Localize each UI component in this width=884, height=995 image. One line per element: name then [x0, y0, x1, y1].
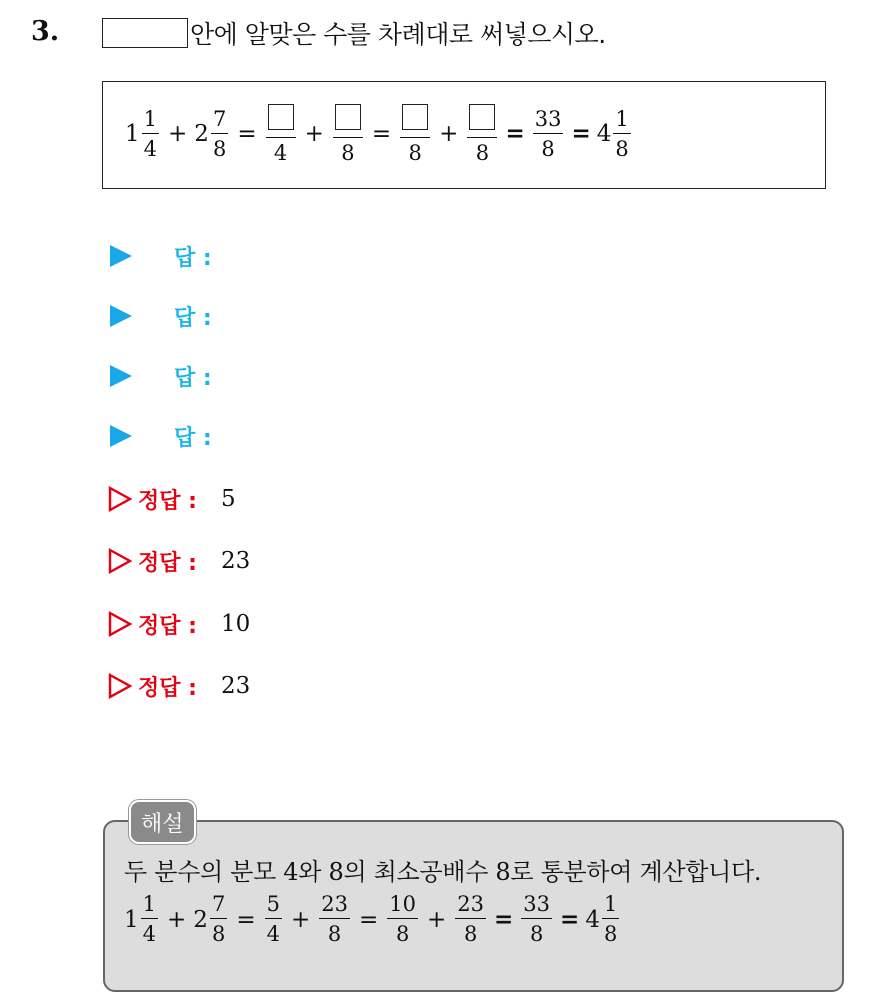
question-number: 3. — [31, 16, 60, 47]
correct-label: 정답 : — [138, 550, 197, 576]
correct-label: 정답 : — [138, 675, 197, 701]
blank-fraction — [400, 104, 430, 164]
denominator: 8 — [211, 133, 228, 160]
outline-triangle-icon — [108, 673, 132, 699]
numerator: 7 — [211, 892, 226, 916]
numerator: 33 — [523, 892, 551, 916]
blank-numerator[interactable] — [400, 104, 430, 137]
outline-triangle-icon — [108, 548, 132, 574]
correct-value: 10 — [220, 611, 251, 637]
numerator: 23 — [457, 892, 485, 916]
denominator: 8 — [467, 137, 497, 164]
plus-sign: + — [167, 906, 187, 933]
denominator: 8 — [387, 918, 418, 945]
question-prompt: 안에 알맞은 수를 차례대로 써넣으시오. — [190, 20, 606, 49]
outline-triangle-icon — [108, 486, 132, 512]
correct-answer-row — [108, 481, 236, 517]
denominator: 8 — [210, 918, 227, 945]
blank-numerator[interactable] — [266, 104, 296, 137]
correct-answer-row — [108, 606, 250, 642]
answer-row[interactable] — [108, 358, 212, 394]
fraction — [211, 106, 228, 161]
explanation-equation — [124, 894, 621, 945]
fraction — [141, 894, 158, 945]
answer-row[interactable] — [108, 418, 212, 454]
answer-label: 답 : — [174, 365, 212, 391]
answer-row[interactable] — [108, 238, 212, 274]
fraction — [521, 894, 552, 945]
blank-fraction — [266, 104, 296, 164]
play-triangle-icon — [110, 245, 132, 267]
correct-answer-row — [108, 543, 250, 579]
equals-sign: = — [371, 121, 392, 147]
equals-sign: = — [560, 906, 580, 933]
denominator: 8 — [521, 918, 552, 945]
correct-answer-row — [108, 668, 250, 704]
numerator: 1 — [143, 106, 158, 131]
answer-label: 답 : — [174, 425, 212, 451]
denominator: 8 — [333, 137, 363, 164]
blank-fraction — [333, 104, 363, 164]
mixed-whole: 4 — [596, 121, 612, 147]
denominator: 8 — [319, 918, 350, 945]
play-triangle-icon — [110, 425, 132, 447]
equals-sign: = — [358, 906, 379, 933]
fraction — [265, 894, 282, 945]
equals-sign: = — [237, 121, 257, 147]
fraction — [455, 894, 486, 945]
numerator: 5 — [266, 892, 280, 916]
blank-numerator[interactable] — [467, 104, 497, 137]
numerator: 1 — [603, 892, 618, 916]
question-line — [102, 14, 606, 52]
equation-box — [102, 81, 826, 189]
correct-label: 정답 : — [138, 613, 197, 639]
equation — [125, 104, 633, 164]
fraction — [602, 894, 619, 945]
outline-triangle-icon — [108, 611, 132, 637]
equals-sign: = — [494, 906, 514, 933]
explanation-text: 두 분수의 분모 4와 8의 최소공배수 8로 통분하여 계산합니다. — [124, 858, 762, 886]
equals-sign: = — [236, 906, 256, 933]
equals-sign: = — [505, 121, 525, 147]
fraction — [387, 894, 418, 945]
explanation-tag: 해설 — [129, 800, 196, 844]
denominator: 8 — [400, 137, 430, 164]
denominator: 8 — [602, 918, 619, 945]
numerator: 10 — [389, 892, 416, 916]
plus-sign: + — [427, 906, 447, 933]
denominator: 4 — [142, 133, 159, 160]
mixed-whole: 4 — [585, 906, 600, 933]
correct-label: 정답 : — [138, 488, 197, 514]
plus-sign: + — [304, 121, 324, 147]
denominator: 8 — [613, 133, 630, 160]
fraction — [142, 106, 159, 161]
fraction — [613, 106, 630, 161]
play-triangle-icon — [110, 365, 132, 387]
plus-sign: + — [439, 121, 459, 147]
correct-value: 23 — [220, 548, 251, 574]
answer-row[interactable] — [108, 298, 212, 334]
denominator: 4 — [266, 137, 296, 164]
mixed-whole: 1 — [125, 121, 140, 147]
correct-value: 5 — [220, 486, 236, 512]
mixed-whole: 1 — [124, 906, 139, 933]
numerator: 23 — [321, 892, 348, 916]
denominator: 8 — [455, 918, 486, 945]
fraction — [319, 894, 350, 945]
fraction — [210, 894, 227, 945]
numerator: 33 — [534, 106, 562, 131]
fraction — [533, 106, 564, 161]
blank-box-icon — [102, 18, 188, 48]
mixed-whole: 2 — [193, 906, 208, 933]
blank-fraction — [467, 104, 497, 164]
denominator: 4 — [141, 918, 158, 945]
answer-label: 답 : — [174, 305, 212, 331]
blank-square-icon[interactable] — [335, 104, 361, 130]
answer-label: 답 : — [174, 245, 212, 271]
numerator: 1 — [615, 106, 629, 131]
equals-sign: = — [571, 121, 591, 147]
blank-square-icon[interactable] — [402, 104, 428, 130]
mixed-whole: 2 — [194, 121, 209, 147]
plus-sign: + — [290, 906, 311, 933]
blank-square-icon[interactable] — [469, 104, 495, 130]
denominator: 8 — [533, 133, 564, 160]
plus-sign: + — [168, 121, 188, 147]
denominator: 4 — [265, 918, 282, 945]
correct-value: 23 — [220, 673, 251, 699]
blank-numerator[interactable] — [333, 104, 363, 137]
play-triangle-icon — [110, 305, 132, 327]
numerator: 7 — [212, 106, 227, 131]
blank-square-icon[interactable] — [268, 104, 294, 130]
numerator: 1 — [142, 892, 157, 916]
